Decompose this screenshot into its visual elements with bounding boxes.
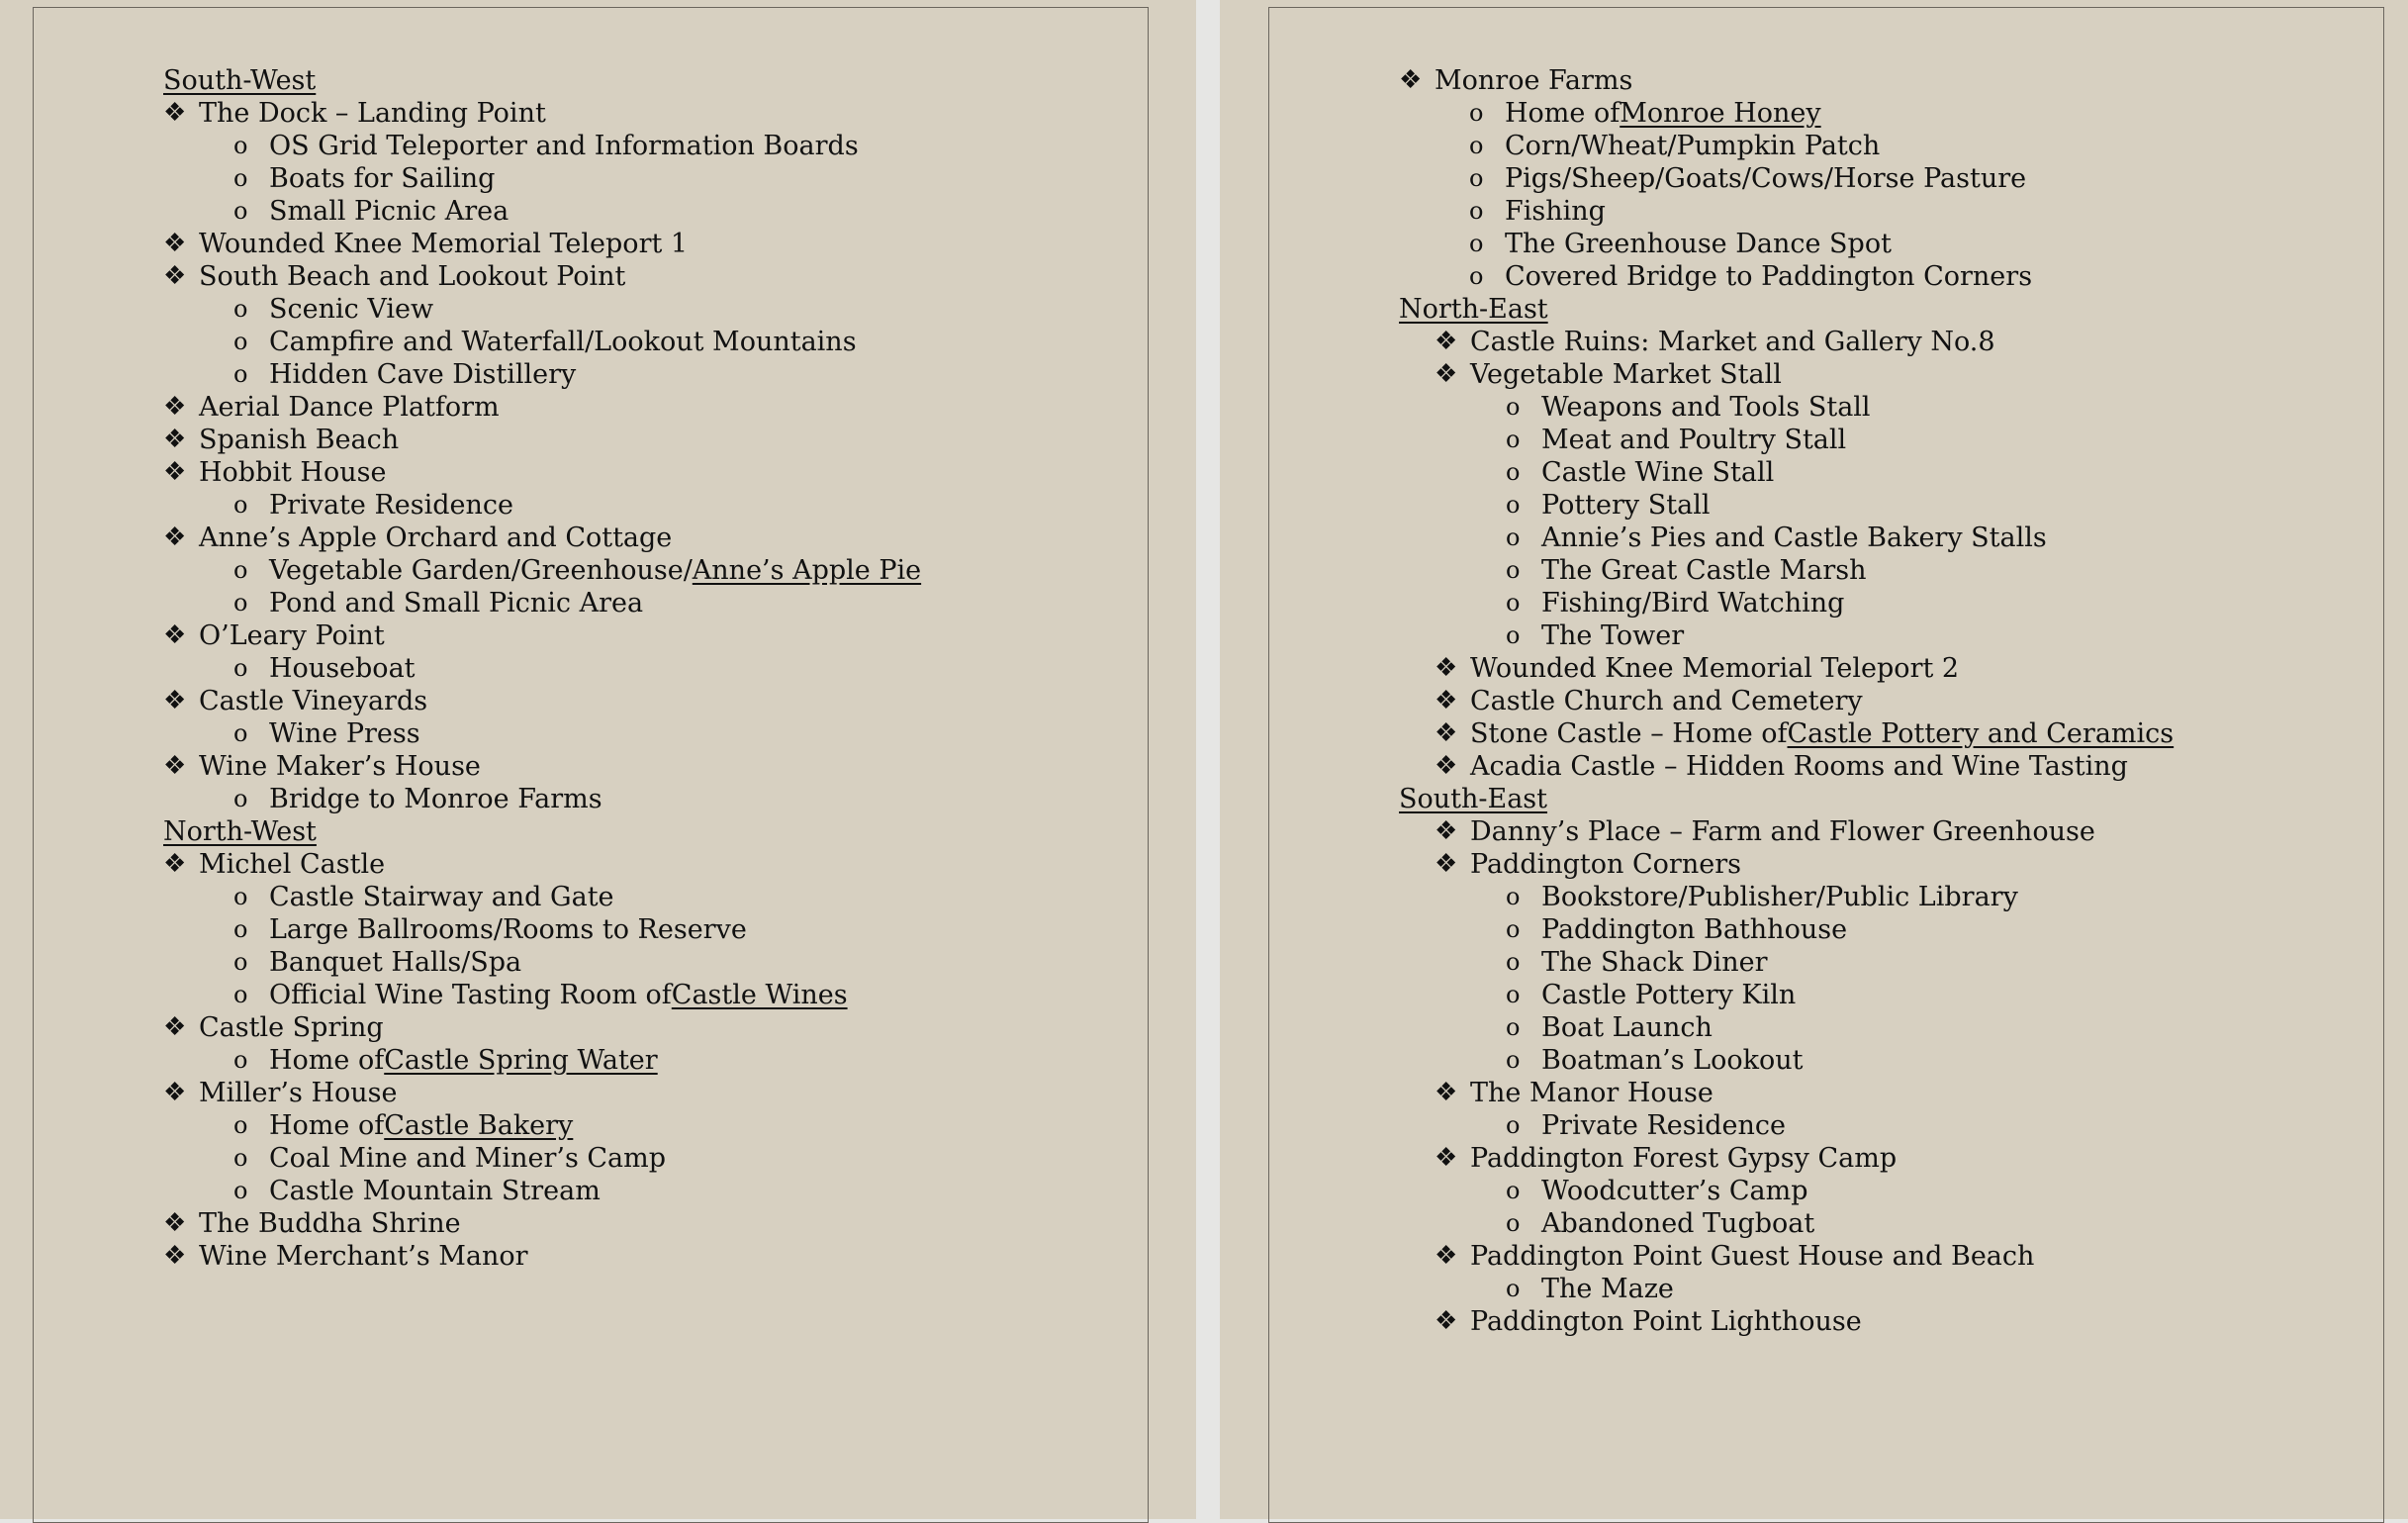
circle-bullet-icon: o xyxy=(233,360,248,388)
diamond-bullet-icon: ❖ xyxy=(1435,1306,1458,1336)
circle-bullet-icon: o xyxy=(1506,524,1521,551)
diamond-bullet-icon: ❖ xyxy=(163,392,187,422)
sub-list-item: o Castle Wine Stall xyxy=(1506,457,1775,488)
circle-bullet-icon: o xyxy=(233,981,248,1008)
list-item: ❖ Castle Ruins: Market and Gallery No.8 xyxy=(1435,327,1995,357)
diamond-bullet-icon: ❖ xyxy=(163,523,187,552)
circle-bullet-icon: o xyxy=(1506,981,1521,1008)
section-heading-northeast: North-East xyxy=(1399,294,1548,325)
circle-bullet-icon: o xyxy=(233,1046,248,1074)
list-item: ❖ Spanish Beach xyxy=(163,425,400,455)
diamond-bullet-icon: ❖ xyxy=(163,849,187,879)
sub-list-item: o Vegetable Garden/Greenhouse/ Anne’s Apple Pie xyxy=(233,555,922,586)
circle-bullet-icon: o xyxy=(1506,491,1521,519)
circle-bullet-icon: o xyxy=(1506,948,1521,976)
list-item: ❖ Wounded Knee Memorial Teleport 1 xyxy=(163,229,689,259)
section-southeast xyxy=(1399,815,2174,1338)
diamond-bullet-icon: ❖ xyxy=(1435,359,1458,389)
list-item: ❖ Wine Maker’s House xyxy=(163,751,481,782)
circle-bullet-icon: o xyxy=(1506,1111,1521,1139)
sub-list-item: o Small Picnic Area xyxy=(233,196,509,227)
section-heading-southeast: South-East xyxy=(1399,784,1548,814)
circle-bullet-icon: o xyxy=(1506,458,1521,486)
sub-list-item: o Coal Mine and Miner’s Camp xyxy=(233,1143,667,1174)
section-heading-northwest: North-West xyxy=(163,816,317,847)
sub-list-item: o The Shack Diner xyxy=(1506,947,1768,978)
circle-bullet-icon: o xyxy=(1506,1177,1521,1204)
sub-list-item: o Private Residence xyxy=(233,490,514,521)
diamond-bullet-icon: ❖ xyxy=(163,98,187,128)
circle-bullet-icon: o xyxy=(1506,621,1521,649)
sub-list-item: o Abandoned Tugboat xyxy=(1506,1208,1815,1239)
circle-bullet-icon: o xyxy=(233,915,248,943)
sub-list-item: o Boat Launch xyxy=(1506,1012,1713,1043)
diamond-bullet-icon: ❖ xyxy=(163,425,187,454)
circle-bullet-icon: o xyxy=(233,719,248,747)
list-item: ❖ Castle Spring xyxy=(163,1012,384,1043)
diamond-bullet-icon: ❖ xyxy=(1399,65,1423,95)
circle-bullet-icon: o xyxy=(233,132,248,159)
list-item: ❖ O’Leary Point xyxy=(163,620,385,651)
diamond-bullet-icon: ❖ xyxy=(163,1012,187,1042)
diamond-bullet-icon: ❖ xyxy=(1435,1078,1458,1107)
sub-list-item: o Large Ballrooms/Rooms to Reserve xyxy=(233,914,747,945)
circle-bullet-icon: o xyxy=(233,654,248,682)
circle-bullet-icon: o xyxy=(1506,426,1521,453)
list-item: ❖ Paddington Corners xyxy=(1435,849,1741,880)
circle-bullet-icon: o xyxy=(1469,164,1484,192)
diamond-bullet-icon: ❖ xyxy=(163,751,187,781)
list-item: ❖ The Manor House xyxy=(1435,1078,1713,1108)
diamond-bullet-icon: ❖ xyxy=(1435,686,1458,715)
diamond-bullet-icon: ❖ xyxy=(1435,816,1458,846)
sub-list-item: o Fishing xyxy=(1469,196,1606,227)
diamond-bullet-icon: ❖ xyxy=(163,620,187,650)
sub-list-item: o Home of Monroe Honey xyxy=(1469,98,1821,129)
sub-list-item: o Home of Castle Spring Water xyxy=(233,1045,658,1076)
circle-bullet-icon: o xyxy=(1469,132,1484,159)
circle-bullet-icon: o xyxy=(233,1177,248,1204)
sub-list-item: o Bookstore/Publisher/Public Library xyxy=(1506,882,2018,912)
list-item: ❖ Castle Church and Cemetery xyxy=(1435,686,1863,716)
sub-list-item: o Pottery Stall xyxy=(1506,490,1711,521)
section-northeast xyxy=(1399,326,2174,783)
circle-bullet-icon: o xyxy=(1469,230,1484,257)
section-heading-southwest: South-West xyxy=(163,65,317,96)
diamond-bullet-icon: ❖ xyxy=(1435,849,1458,879)
circle-bullet-icon: o xyxy=(233,556,248,584)
circle-bullet-icon: o xyxy=(1506,589,1521,617)
list-item: ❖ Acadia Castle – Hidden Rooms and Wine Tasting xyxy=(1435,751,2128,782)
page-content xyxy=(1399,64,2174,1338)
sub-list-item: o Paddington Bathhouse xyxy=(1506,914,1848,945)
circle-bullet-icon: o xyxy=(233,1111,248,1139)
sub-list-item: o Scenic View xyxy=(233,294,434,325)
sub-list-item: o Covered Bridge to Paddington Corners xyxy=(1469,261,2033,292)
circle-bullet-icon: o xyxy=(233,328,248,355)
sub-list-item: o Boats for Sailing xyxy=(233,163,496,194)
hyperlink[interactable]: Castle Wines xyxy=(671,980,848,1010)
document-page-right xyxy=(1220,0,2408,1519)
diamond-bullet-icon: ❖ xyxy=(1435,718,1458,748)
circle-bullet-icon: o xyxy=(1506,1209,1521,1237)
hyperlink[interactable]: Castle Spring Water xyxy=(384,1045,658,1076)
circle-bullet-icon: o xyxy=(233,197,248,225)
list-item: ❖ The Buddha Shrine xyxy=(163,1208,461,1239)
hyperlink[interactable]: Castle Bakery xyxy=(384,1110,574,1141)
sub-list-item: o The Great Castle Marsh xyxy=(1506,555,1867,586)
sub-list-item: o Private Residence xyxy=(1506,1110,1787,1141)
hyperlink[interactable]: Anne’s Apple Pie xyxy=(692,555,922,586)
sub-list-item: o Bridge to Monroe Farms xyxy=(233,784,602,814)
list-item: ❖ Stone Castle – Home of Castle Pottery and Ceramics xyxy=(1435,718,2175,749)
list-item: ❖ Michel Castle xyxy=(163,849,386,880)
document-page-left xyxy=(0,0,1196,1519)
circle-bullet-icon: o xyxy=(233,948,248,976)
sub-list-item: o Castle Mountain Stream xyxy=(233,1176,601,1206)
circle-bullet-icon: o xyxy=(233,1144,248,1172)
list-item: ❖ Hobbit House xyxy=(163,457,387,488)
list-item: ❖ Aerial Dance Platform xyxy=(163,392,500,423)
hyperlink[interactable]: Castle Pottery and Ceramics xyxy=(1787,718,2175,749)
circle-bullet-icon: o xyxy=(1506,915,1521,943)
list-item: ❖ Monroe Farms xyxy=(1399,65,1633,96)
circle-bullet-icon: o xyxy=(233,785,248,812)
hyperlink[interactable]: Monroe Honey xyxy=(1620,98,1821,129)
diamond-bullet-icon: ❖ xyxy=(163,1241,187,1271)
circle-bullet-icon: o xyxy=(1506,556,1521,584)
sub-list-item: o Meat and Poultry Stall xyxy=(1506,425,1847,455)
list-item: ❖ Paddington Forest Gypsy Camp xyxy=(1435,1143,1898,1174)
sub-list-item: o Corn/Wheat/Pumpkin Patch xyxy=(1469,131,1881,161)
circle-bullet-icon: o xyxy=(1469,99,1484,127)
sub-list-item: o Houseboat xyxy=(233,653,416,684)
diamond-bullet-icon: ❖ xyxy=(1435,653,1458,683)
circle-bullet-icon: o xyxy=(1506,1013,1521,1041)
diamond-bullet-icon: ❖ xyxy=(163,457,187,487)
sub-list-item: o Weapons and Tools Stall xyxy=(1506,392,1871,423)
sub-list-item: o Boatman’s Lookout xyxy=(1506,1045,1804,1076)
sub-list-item: o OS Grid Teleporter and Information Boards xyxy=(233,131,859,161)
circle-bullet-icon: o xyxy=(233,491,248,519)
diamond-bullet-icon: ❖ xyxy=(163,1208,187,1238)
list-item: ❖ Paddington Point Guest House and Beach xyxy=(1435,1241,2035,1272)
circle-bullet-icon: o xyxy=(1469,197,1484,225)
sub-list-item: o Woodcutter’s Camp xyxy=(1506,1176,1808,1206)
list-item: ❖ South Beach and Lookout Point xyxy=(163,261,626,292)
circle-bullet-icon: o xyxy=(1469,262,1484,290)
diamond-bullet-icon: ❖ xyxy=(163,686,187,715)
sub-list-item: o Pond and Small Picnic Area xyxy=(233,588,644,619)
list-item: ❖ Paddington Point Lighthouse xyxy=(1435,1306,1862,1337)
list-item: ❖ The Dock – Landing Point xyxy=(163,98,546,129)
diamond-bullet-icon: ❖ xyxy=(163,1078,187,1107)
diamond-bullet-icon: ❖ xyxy=(163,261,187,291)
circle-bullet-icon: o xyxy=(233,589,248,617)
sub-list-item: o The Greenhouse Dance Spot xyxy=(1469,229,1892,259)
circle-bullet-icon: o xyxy=(1506,883,1521,910)
list-item: ❖ Castle Vineyards xyxy=(163,686,428,716)
sub-list-item: o The Tower xyxy=(1506,620,1685,651)
list-item: ❖ Anne’s Apple Orchard and Cottage xyxy=(163,523,673,553)
list-item: ❖ Wine Merchant’s Manor xyxy=(163,1241,528,1272)
diamond-bullet-icon: ❖ xyxy=(1435,751,1458,781)
list-item: ❖ Vegetable Market Stall xyxy=(1435,359,1782,390)
sub-list-item: o Home of Castle Bakery xyxy=(233,1110,574,1141)
sub-list-item: o Castle Pottery Kiln xyxy=(1506,980,1797,1010)
sub-list-item: o Annie’s Pies and Castle Bakery Stalls xyxy=(1506,523,2047,553)
sub-list-item: o Campfire and Waterfall/Lookout Mountains xyxy=(233,327,857,357)
circle-bullet-icon: o xyxy=(233,295,248,323)
sub-list-item: o Hidden Cave Distillery xyxy=(233,359,577,390)
list-item: ❖ Danny’s Place – Farm and Flower Greenhouse xyxy=(1435,816,2095,847)
list-item: ❖ Wounded Knee Memorial Teleport 2 xyxy=(1435,653,1960,684)
circle-bullet-icon: o xyxy=(233,883,248,910)
diamond-bullet-icon: ❖ xyxy=(1435,1143,1458,1173)
diamond-bullet-icon: ❖ xyxy=(1435,327,1458,356)
circle-bullet-icon: o xyxy=(1506,1046,1521,1074)
sub-list-item: o Wine Press xyxy=(233,718,420,749)
sub-list-item: o Official Wine Tasting Room of Castle Wines xyxy=(233,980,848,1010)
circle-bullet-icon: o xyxy=(233,164,248,192)
diamond-bullet-icon: ❖ xyxy=(1435,1241,1458,1271)
sub-list-item: o Banquet Halls/Spa xyxy=(233,947,522,978)
sub-list-item: o The Maze xyxy=(1506,1274,1674,1304)
page-content xyxy=(163,64,921,1273)
list-item: ❖ Miller’s House xyxy=(163,1078,398,1108)
sub-list-item: o Castle Stairway and Gate xyxy=(233,882,614,912)
circle-bullet-icon: o xyxy=(1506,393,1521,421)
sub-list-item: o Fishing/Bird Watching xyxy=(1506,588,1845,619)
sub-list-item: o Pigs/Sheep/Goats/Cows/Horse Pasture xyxy=(1469,163,2027,194)
diamond-bullet-icon: ❖ xyxy=(163,229,187,258)
circle-bullet-icon: o xyxy=(1506,1275,1521,1302)
